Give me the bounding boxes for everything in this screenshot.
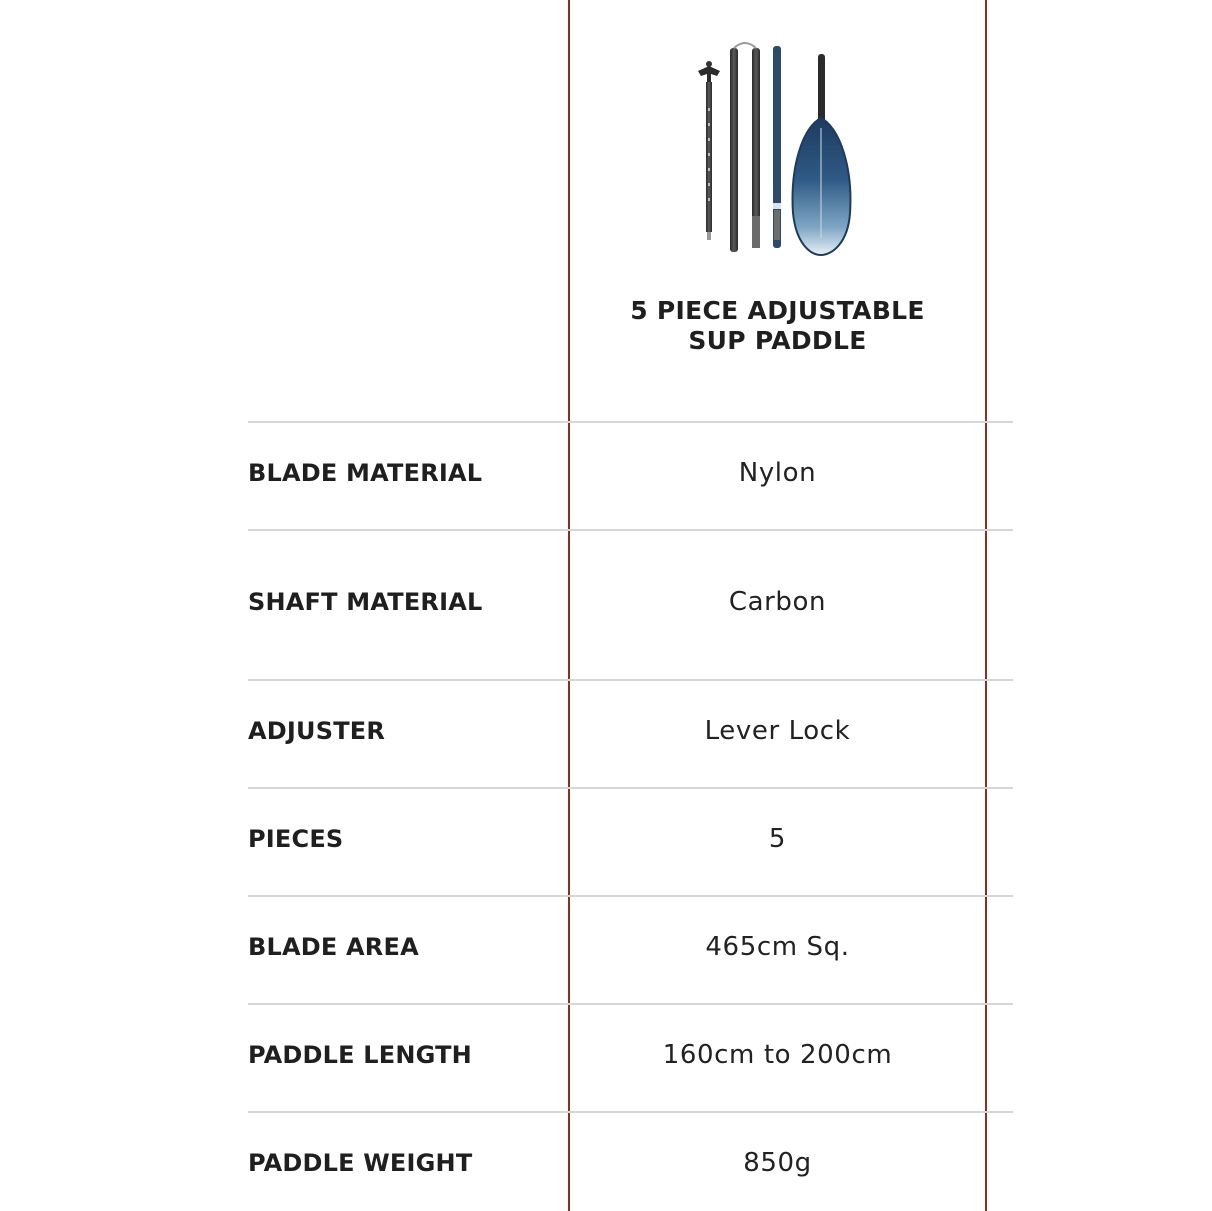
row-divider [248, 1111, 1013, 1113]
spec-value: 160cm to 200cm [662, 1040, 893, 1070]
spec-row-pieces [248, 787, 1013, 896]
spec-label: BLADE MATERIAL [248, 459, 483, 487]
spec-row-blade-area [248, 895, 1013, 1004]
spec-value: 850g [743, 1148, 812, 1178]
row-divider [248, 679, 1013, 681]
product-header [570, 0, 985, 422]
spec-row-paddle-length [248, 1003, 1013, 1112]
spec-label: BLADE AREA [248, 933, 419, 961]
product-title-line1: 5 PIECE ADJUSTABLE [630, 296, 925, 325]
spec-label: PIECES [248, 825, 344, 853]
spec-value: 5 [768, 824, 787, 854]
row-divider [248, 895, 1013, 897]
spec-row-blade-material [248, 421, 1013, 530]
spec-row-paddle-weight [248, 1111, 1013, 1211]
paddle-pieces-image [690, 38, 880, 260]
row-divider [248, 421, 1013, 423]
product-title [570, 296, 985, 356]
spec-label: PADDLE WEIGHT [248, 1149, 473, 1177]
spec-value: Carbon [728, 587, 827, 617]
spec-value: 465cm Sq. [705, 932, 850, 962]
spec-value: Lever Lock [704, 716, 851, 746]
spec-label: SHAFT MATERIAL [248, 588, 483, 616]
spec-label: PADDLE LENGTH [248, 1041, 472, 1069]
spec-row-shaft-material [248, 529, 1013, 680]
row-divider [248, 787, 1013, 789]
spec-row-adjuster [248, 679, 1013, 788]
spec-label: ADJUSTER [248, 717, 386, 745]
row-divider [248, 529, 1013, 531]
row-divider [248, 1003, 1013, 1005]
product-title-line2: SUP PADDLE [688, 326, 867, 355]
spec-value: Nylon [738, 458, 817, 488]
